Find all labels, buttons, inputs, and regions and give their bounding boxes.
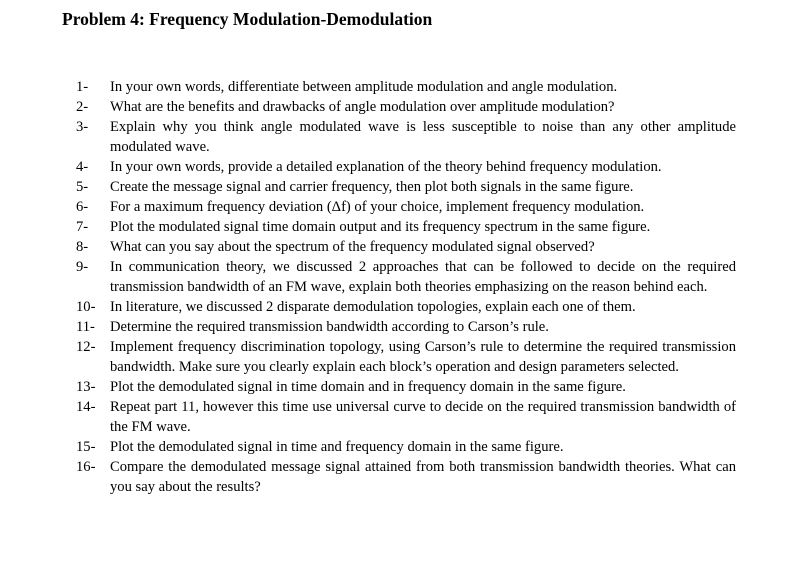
question-number: 16- bbox=[76, 459, 96, 475]
question-item-4 bbox=[76, 157, 736, 177]
question-number: 12- bbox=[76, 339, 96, 355]
question-text: In communication theory, we discussed 2 approaches that can be followed to decide on the required transmission bandwidth of an FM wave, explain both theories emphasizing on the reason behind each. bbox=[110, 259, 736, 295]
question-item-13 bbox=[76, 377, 736, 397]
question-text: Create the message signal and carrier frequency, then plot both signals in the same figure. bbox=[110, 179, 634, 195]
question-item-2 bbox=[76, 97, 736, 117]
question-number: 7- bbox=[76, 219, 89, 235]
question-text: What can you say about the spectrum of the frequency modulated signal observed? bbox=[110, 239, 595, 255]
question-item-8 bbox=[76, 237, 736, 257]
question-item-7 bbox=[76, 217, 736, 237]
question-item-16 bbox=[76, 457, 736, 497]
question-text: Explain why you think angle modulated wave is less susceptible to noise than any other amplitude modulated wave. bbox=[110, 119, 736, 155]
question-item-5 bbox=[76, 177, 736, 197]
question-item-3 bbox=[76, 117, 736, 157]
question-text: In your own words, provide a detailed explanation of the theory behind frequency modulation. bbox=[110, 159, 662, 175]
question-text: Implement frequency discrimination topology, using Carson’s rule to determine the required transmission bandwidth. Make sure you clearly explain each block’s operation and design parameters selected. bbox=[110, 339, 736, 375]
question-number: 1- bbox=[76, 79, 89, 95]
problem-title: Problem 4: Frequency Modulation-Demodulation bbox=[62, 9, 433, 29]
question-number: 8- bbox=[76, 239, 89, 255]
question-number: 15- bbox=[76, 439, 96, 455]
question-text: Repeat part 11, however this time use universal curve to decide on the required transmission bandwidth of the FM wave. bbox=[110, 399, 736, 435]
question-number: 9- bbox=[76, 259, 89, 275]
question-item-15 bbox=[76, 437, 736, 457]
question-item-6 bbox=[76, 197, 736, 217]
question-number: 5- bbox=[76, 179, 89, 195]
question-text: Plot the modulated signal time domain output and its frequency spectrum in the same figure. bbox=[110, 219, 651, 235]
question-number: 2- bbox=[76, 99, 89, 115]
question-text: Plot the demodulated signal in time domain and in frequency domain in the same figure. bbox=[110, 379, 626, 395]
question-text: In your own words, differentiate between amplitude modulation and angle modulation. bbox=[110, 79, 618, 95]
question-item-12 bbox=[76, 337, 736, 377]
question-number: 11- bbox=[76, 319, 95, 335]
question-text: In literature, we discussed 2 disparate demodulation topologies, explain each one of them. bbox=[110, 299, 636, 315]
question-text: Plot the demodulated signal in time and frequency domain in the same figure. bbox=[110, 439, 564, 455]
question-number: 13- bbox=[76, 379, 96, 395]
question-item-9 bbox=[76, 257, 736, 297]
question-item-10 bbox=[76, 297, 736, 317]
question-item-11 bbox=[76, 317, 736, 337]
question-number: 3- bbox=[76, 119, 89, 135]
question-text: Compare the demodulated message signal attained from both transmission bandwidth theories. What can you say about the results? bbox=[110, 459, 736, 495]
question-text: What are the benefits and drawbacks of angle modulation over amplitude modulation? bbox=[110, 99, 615, 115]
question-text: For a maximum frequency deviation (Δf) of your choice, implement frequency modulation. bbox=[110, 199, 645, 215]
question-text: Determine the required transmission bandwidth according to Carson’s rule. bbox=[110, 319, 549, 335]
question-number: 14- bbox=[76, 399, 96, 415]
question-number: 4- bbox=[76, 159, 89, 175]
question-number: 6- bbox=[76, 199, 89, 215]
question-list bbox=[76, 77, 736, 497]
question-number: 10- bbox=[76, 299, 96, 315]
question-item-1 bbox=[76, 77, 736, 97]
question-item-14 bbox=[76, 397, 736, 437]
